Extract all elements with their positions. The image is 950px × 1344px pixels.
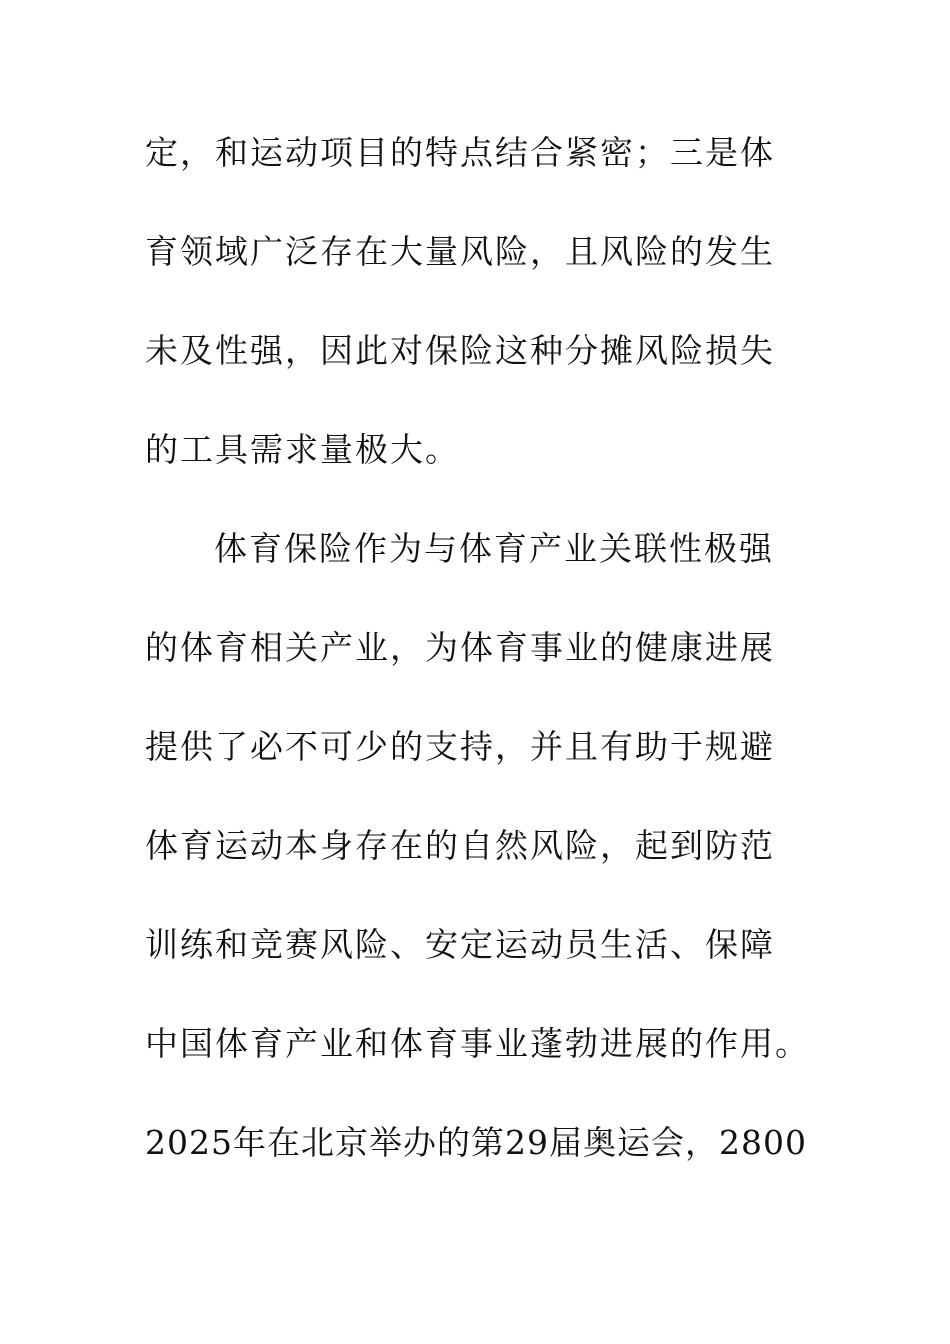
text-line: 体育运动本身存在的自然风险，起到防范 [145, 826, 775, 865]
text-line: 的工具需求量极大。 [145, 430, 460, 469]
text-line: 定，和运动项目的特点结合紧密；三是体 [145, 133, 775, 172]
text-line: 的体育相关产业，为体育事业的健康进展 [145, 628, 775, 667]
text-line: 未及性强，因此对保险这种分摊风险损失 [145, 331, 775, 370]
text-line: 育领域广泛存在大量风险，且风险的发生 [145, 232, 775, 271]
text-line: 训练和竞赛风险、安定运动员生活、保障 [145, 925, 775, 964]
text-line: 2025年在北京举办的第29届奥运会，2800 [145, 1123, 807, 1162]
text-line: 中国体育产业和体育事业蓬勃进展的作用。 [145, 1024, 810, 1063]
paragraph-first-line: 体育保险作为与体育产业关联性极强 [214, 529, 774, 568]
text-line: 提供了必不可少的支持，并且有助于规避 [145, 727, 775, 766]
